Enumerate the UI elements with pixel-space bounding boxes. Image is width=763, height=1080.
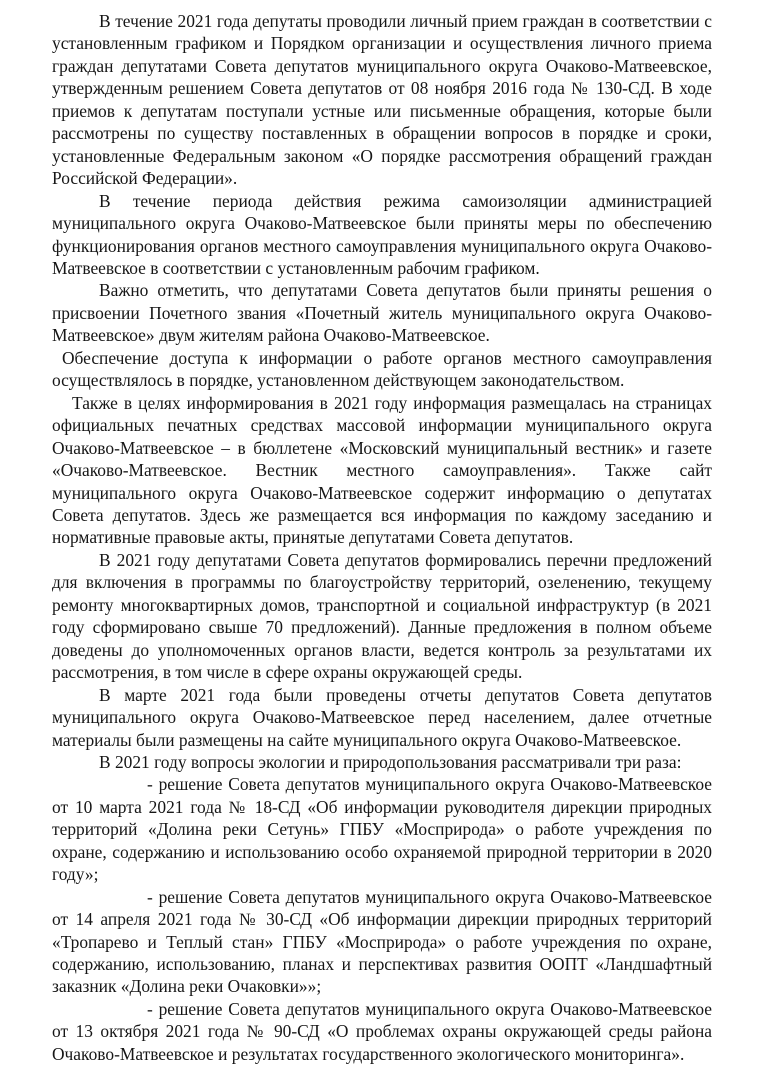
document-page bbox=[52, 10, 712, 1065]
paragraph-proposals: В 2021 году депутатами Совета депутатов формировались перечни предложений для включения в программы по благоустройству территорий, озеленению, текущему ремонту многоквартирных домов, транспортной и социальной инфраструктур (в 2021 году сформировано свыше 70 предложений). Данные предложения в полном объеме доведены до уполномоченных органов власти, ведется контроль за результатами их рассмотрения, в том числе в сфере охраны окружающей среды. bbox=[52, 549, 712, 683]
paragraph-personal-reception: В течение 2021 года депутаты проводили личный прием граждан в соответствии с установленным графиком и Порядком организации и осуществления личного приема граждан депутатами Совета депутатов муниципального округа Очаково-Матвеевское, утвержденным решением Совета депутатов от 08 ноября 2016 года № 130-СД. В ходе приемов к депутатам поступали устные или письменные обращения, которые были рассмотрены по существу поставленных в обращении вопросов в порядке и сроки, установленные Федеральным законом «О порядке рассмотрения обращений граждан Российской Федерации». bbox=[52, 11, 712, 189]
paragraph-honorary-title: Важно отметить, что депутатами Совета депутатов были приняты решения о присвоении Почетного звания «Почетный житель муниципального округа Очаково-Матвеевское» двум жителям района Очаково-Матвеевское. bbox=[52, 280, 712, 346]
paragraph-media: Также в целях информирования в 2021 году информация размещалась на страницах официальных печатных средствах массовой информации муниципального округа Очаково-Матвеевское – в бюллетене «Московский муниципальный вестник» и газете «Очаково-Матвеевское. Вестник местного самоуправления». Также сайт муниципального округа Очаково-Матвеевское содержит информацию о депутатах Совета депутатов. Здесь же размещается вся информация по каждому заседанию и нормативные правовые акты, принятые депутатами Совета депутатов. bbox=[52, 392, 712, 548]
list-item: - решение Совета депутатов муниципального округа Очаково-Матвеевское от 13 октября 2021 года № 90-СД «О проблемах охраны окружающей среды района Очаково-Матвеевское и результатах государственного экологического мониторинга». bbox=[52, 998, 712, 1064]
paragraph-information-access: Обеспечение доступа к информации о работе органов местного самоуправления осуществлялось в порядке, установленном действующем законодательством. bbox=[52, 347, 712, 391]
list-item: - решение Совета депутатов муниципального округа Очаково-Матвеевское от 14 апреля 2021 года № 30-СД «Об информации дирекции природных территорий «Тропарево и Теплый стан» ГПБУ «Мосприрода» о работе учреждения по охране, содержанию, использованию, планах и перспективах развития ООПТ «Ландшафтный заказник «Долина реки Очаковки»»; bbox=[52, 886, 712, 997]
paragraph-self-isolation: В течение периода действия режима самоизоляции администрацией муниципального округа Очаково-Матвеевское были приняты меры по обеспечению функционирования органов местного самоуправления муниципального округа Очаково-Матвеевское в соответствии с установленным рабочим графиком. bbox=[52, 190, 712, 278]
paragraph-ecology: В 2021 году вопросы экологии и природопользования рассматривали три раза: bbox=[99, 751, 682, 772]
list-item: - решение Совета депутатов муниципального округа Очаково-Матвеевское от 10 марта 2021 года № 18-СД «Об информации руководителя дирекции природных территорий «Долина реки Сетунь» ГПБУ «Мосприрода» о работе учреждения по охране, содержанию и использованию особо охраняемой природной территории в 2020 году»; bbox=[52, 774, 712, 885]
paragraph-reports: В марте 2021 года были проведены отчеты депутатов Совета депутатов муниципального округа Очаково-Матвеевское перед населением, далее отчетные материалы были размещены на сайте муниципального округа Очаково-Матвеевское. bbox=[52, 684, 712, 750]
